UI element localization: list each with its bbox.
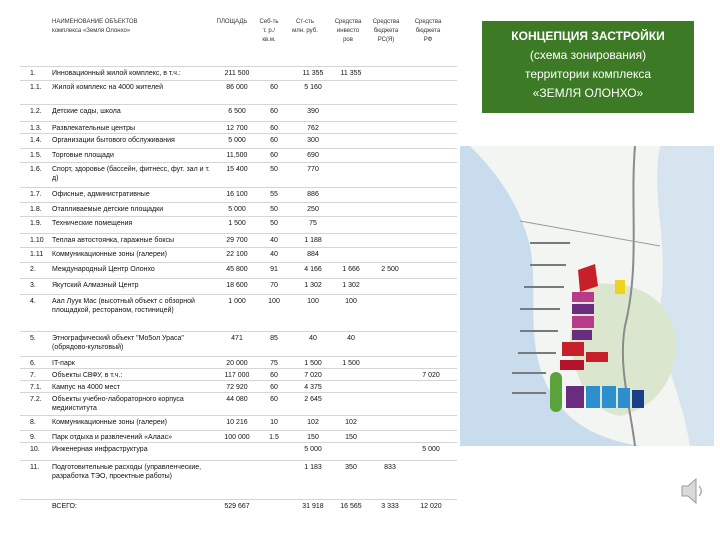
cell-num: 1. <box>30 70 36 77</box>
cell-num: 3. <box>30 282 36 289</box>
cell-num: 4. <box>30 298 36 305</box>
row-divider <box>20 247 457 248</box>
cell-num: 1.8. <box>30 206 42 213</box>
cell-value: 1 188 <box>304 237 322 244</box>
cell-value: 31 918 <box>302 503 324 510</box>
zone-blue-2 <box>602 386 616 408</box>
concept-title-box <box>482 21 694 113</box>
cell-name: Международный Центр Олонхо <box>52 266 155 273</box>
header-area: ПЛОЩАДЬ <box>216 19 248 25</box>
cell-value: 770 <box>307 166 319 173</box>
cell-name: Инновационный жилой комплекс, в т.ч.: <box>52 70 181 77</box>
cell-value: 690 <box>307 152 319 159</box>
cell-rs: 3 333 <box>381 503 399 510</box>
cell-num: 1.7. <box>30 191 42 198</box>
cell-area: 10 216 <box>226 419 248 426</box>
cell-area: 5 000 <box>228 206 246 213</box>
header-rf: Средства бюджета РФ <box>414 19 442 43</box>
row-divider <box>20 187 457 188</box>
cell-area: 471 <box>231 335 243 342</box>
cell-num: 6. <box>30 360 36 367</box>
cell-value: 102 <box>307 419 319 426</box>
zoning-map <box>460 146 714 446</box>
cell-name: Инженерная инфраструктура <box>52 446 148 453</box>
cell-rs: 833 <box>384 464 396 471</box>
zone-blue-3 <box>618 388 630 408</box>
cell-name: Якутский Алмазный Центр <box>52 282 139 289</box>
zone-red-3 <box>560 360 584 370</box>
cell-area: 29 700 <box>226 237 248 244</box>
row-divider <box>20 233 457 234</box>
cell-area: 12 700 <box>226 125 248 132</box>
zone-navy <box>632 390 644 408</box>
cell-num: 1.9. <box>30 220 42 227</box>
cell-inv: 350 <box>345 464 357 471</box>
zone-blue-1 <box>586 386 600 408</box>
header-rs: Средства бюджета РС(Я) <box>372 19 400 43</box>
cell-name: Парк отдыха и развлечений «Алаас» <box>52 434 172 441</box>
header-name: НАИМЕНОВАНИЕ ОБЪЕКТОВ комплекса «Земля Олонхо» <box>52 19 138 34</box>
title-line-2: (схема зонирования) <box>529 48 647 62</box>
cell-area: 211 500 <box>224 70 250 77</box>
cell-name: Отапливаемые детские площадки <box>52 206 164 213</box>
cell-area: 6 500 <box>228 108 246 115</box>
cell-area: 44 080 <box>226 396 248 403</box>
cell-inv: 102 <box>345 419 357 426</box>
cell-value: 5 000 <box>304 446 322 453</box>
cell-value: 5 160 <box>304 84 322 91</box>
cell-name: Торговые площади <box>52 152 114 159</box>
title-line-1: КОНЦЕПЦИЯ ЗАСТРОЙКИ <box>511 29 665 43</box>
cell-rf: 7 020 <box>422 372 440 379</box>
cell-cost: 50 <box>270 220 278 227</box>
cell-inv: 40 <box>347 335 355 342</box>
header-value: Ст-сть млн. руб. <box>292 19 318 34</box>
cell-cost: 40 <box>270 237 278 244</box>
cell-cost: 60 <box>270 152 278 159</box>
speaker-icon[interactable] <box>680 476 704 506</box>
cell-num: 1.2. <box>30 108 42 115</box>
cell-cost: 50 <box>270 166 278 173</box>
cell-rf: 12 020 <box>420 503 442 510</box>
cell-name: Коммуникационные зоны (галереи) <box>52 419 167 426</box>
cell-name: Этнографический объект "Мо5ол Урасa" (обрядово-культовый) <box>52 335 184 351</box>
cell-name: Аал Луук Мас (высотный объект с обзорной площадкой, рестораном, гостиницей) <box>52 298 195 314</box>
cell-cost: 55 <box>270 191 278 198</box>
cell-cost: 1.5 <box>269 434 279 441</box>
row-divider <box>20 331 457 332</box>
zone-purple-2 <box>572 330 592 340</box>
cell-name: Спорт, здоровье (бассейн, фитнесс, фут. зал и т. д) <box>52 166 210 182</box>
row-divider <box>20 162 457 163</box>
zone-magenta-2 <box>572 316 594 328</box>
cell-name: Организации бытового обслуживания <box>52 137 175 144</box>
cell-num: 5. <box>30 335 36 342</box>
cell-value: 886 <box>307 191 319 198</box>
cell-num: 1.5. <box>30 152 42 159</box>
zone-magenta-1 <box>572 292 594 302</box>
row-divider <box>20 148 457 149</box>
row-divider <box>20 294 457 295</box>
cell-value: 40 <box>309 335 317 342</box>
cell-name: Подготовительные расходы (управленческие, разработка ТЭО, проектные работы) <box>52 464 202 480</box>
cell-num: 1.6. <box>30 166 42 173</box>
cell-num: 1.10 <box>30 237 44 244</box>
row-divider <box>20 499 457 500</box>
zone-purple-3 <box>566 386 584 408</box>
cell-name: Жилой комплекс на 4000 жителей <box>52 84 163 91</box>
row-divider <box>20 104 457 105</box>
cell-cost: 60 <box>270 384 278 391</box>
cell-inv: 16 565 <box>340 503 362 510</box>
cell-name: Теплая автостоянка, гаражные боксы <box>52 237 175 244</box>
row-divider <box>20 133 457 134</box>
cell-cost: 85 <box>270 335 278 342</box>
cell-value: 4 166 <box>304 266 322 273</box>
zone-red-1 <box>562 342 584 356</box>
cell-cost: 10 <box>270 419 278 426</box>
cell-name: Детские сады, школа <box>52 108 121 115</box>
row-divider <box>20 66 457 67</box>
cell-inv: 11 355 <box>340 70 362 77</box>
cell-name: Офисные, административные <box>52 191 150 198</box>
cell-area: 100 000 <box>224 434 250 441</box>
cell-name: Кампус на 4000 мест <box>52 384 121 391</box>
cell-value: 390 <box>307 108 319 115</box>
cell-value: 11 355 <box>302 70 324 77</box>
cell-inv: 1 302 <box>342 282 360 289</box>
cell-area: 18 600 <box>226 282 248 289</box>
cell-value: 1 183 <box>304 464 322 471</box>
cell-name: Коммуникационные зоны (галереи) <box>52 251 167 258</box>
cell-cost: 40 <box>270 251 278 258</box>
row-divider <box>20 121 457 122</box>
cell-cost: 75 <box>270 360 278 367</box>
zone-red-2 <box>586 352 608 362</box>
cell-inv: 100 <box>345 298 357 305</box>
cell-name: Развлекательные центры <box>52 125 136 132</box>
cell-name: IT-парк <box>52 360 75 367</box>
cell-value: 762 <box>307 125 319 132</box>
zone-green-stadium <box>550 372 562 412</box>
row-divider <box>20 278 457 279</box>
cell-area: 16 100 <box>226 191 248 198</box>
zone-purple-1 <box>572 304 594 314</box>
row-divider <box>20 380 457 381</box>
row-divider <box>20 442 457 443</box>
cell-num: 1.3. <box>30 125 42 132</box>
cell-area: 11,500 <box>226 152 248 159</box>
cell-area: 45 800 <box>226 266 248 273</box>
cell-num: 7. <box>30 372 36 379</box>
cell-name: ВСЕГО: <box>52 503 77 510</box>
cell-value: 100 <box>307 298 319 305</box>
cell-value: 75 <box>309 220 317 227</box>
row-divider <box>20 460 457 461</box>
cell-cost: 60 <box>270 84 278 91</box>
cell-area: 5 000 <box>228 137 246 144</box>
cell-area: 20 000 <box>226 360 248 367</box>
cell-num: 2. <box>30 266 36 273</box>
cell-cost: 70 <box>270 282 278 289</box>
cell-inv: 150 <box>345 434 357 441</box>
row-divider <box>20 430 457 431</box>
cell-cost: 100 <box>268 298 280 305</box>
cell-value: 4 375 <box>304 384 322 391</box>
cell-inv: 1 500 <box>342 360 360 367</box>
cell-cost: 60 <box>270 396 278 403</box>
cell-value: 1 302 <box>304 282 322 289</box>
row-divider <box>20 415 457 416</box>
cell-rf: 5 000 <box>422 446 440 453</box>
row-divider <box>20 262 457 263</box>
cell-area: 72 920 <box>226 384 248 391</box>
row-divider <box>20 368 457 369</box>
cell-num: 8. <box>30 419 36 426</box>
cell-inv: 1 666 <box>342 266 360 273</box>
cell-area: 15 400 <box>226 166 248 173</box>
header-cost: Себ-ть т. р./кв.м. <box>259 19 279 43</box>
cell-name: Технические помещения <box>52 220 133 227</box>
title-line-4: «ЗЕМЛЯ ОЛОНХО» <box>532 86 644 100</box>
cell-num: 7.2. <box>30 396 42 403</box>
cell-cost: 60 <box>270 137 278 144</box>
row-divider <box>20 202 457 203</box>
cell-name: Объекты учебно-лабораторного корпуса медииститута <box>52 396 184 412</box>
cell-cost: 60 <box>270 125 278 132</box>
row-divider <box>20 356 457 357</box>
cell-value: 1 500 <box>304 360 322 367</box>
cell-rs: 2 500 <box>381 266 399 273</box>
cell-area: 1 500 <box>228 220 246 227</box>
cell-num: 7.1. <box>30 384 42 391</box>
cell-value: 300 <box>307 137 319 144</box>
header-investors: Средства инвесто ров <box>334 19 362 43</box>
row-divider <box>20 392 457 393</box>
cell-num: 9. <box>30 434 36 441</box>
cell-num: 1.1. <box>30 84 42 91</box>
cell-num: 1.4. <box>30 137 42 144</box>
cell-area: 529 667 <box>224 503 250 510</box>
cell-num: 11. <box>30 464 40 471</box>
cell-value: 250 <box>307 206 319 213</box>
cell-cost: 50 <box>270 206 278 213</box>
zone-yellow <box>615 280 625 294</box>
cell-area: 86 000 <box>226 84 248 91</box>
row-divider <box>20 80 457 81</box>
cell-cost: 60 <box>270 372 278 379</box>
cell-area: 22 100 <box>226 251 248 258</box>
cell-area: 117 000 <box>224 372 250 379</box>
row-divider <box>20 216 457 217</box>
cell-cost: 91 <box>270 266 278 273</box>
cell-num: 1.11 <box>30 251 44 258</box>
cell-value: 884 <box>307 251 319 258</box>
cell-cost: 60 <box>270 108 278 115</box>
cell-value: 2 645 <box>304 396 322 403</box>
cell-value: 150 <box>307 434 319 441</box>
cell-area: 1 000 <box>228 298 246 305</box>
cell-value: 7 020 <box>304 372 322 379</box>
cell-num: 10. <box>30 446 40 453</box>
title-line-3: территории комплекса <box>524 67 652 81</box>
cell-name: Объекты СВФУ, в т.ч.: <box>52 372 123 379</box>
